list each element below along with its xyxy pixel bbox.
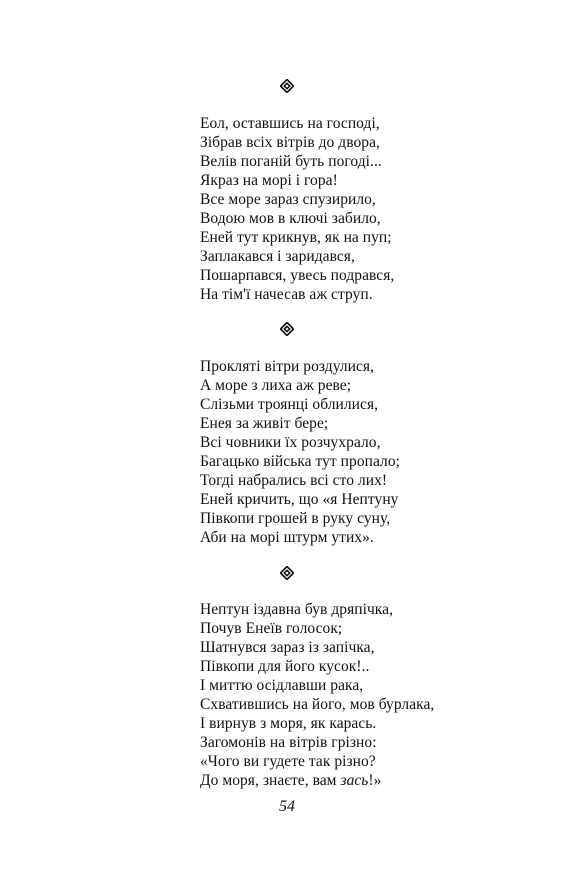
- verse-line: Еней кричить, що «я Нептуну: [200, 491, 399, 508]
- verse-line-end: !»: [368, 772, 382, 789]
- diamond-ornament-icon: [280, 322, 294, 336]
- verse-line: На тім'ї начесав аж струп.: [200, 286, 373, 303]
- verse-line: Зібрав всіх вітрів до двора,: [200, 134, 380, 151]
- verse-line: Прокляті вітри роздулися,: [200, 358, 375, 375]
- verse-line: Якраз на морі і гора!: [200, 172, 338, 189]
- verse-line: І миттю осідлавши рака,: [200, 677, 364, 694]
- verse-line-start: До моря, знаєте, вам: [200, 772, 341, 789]
- verse-line: Аби на морі штурм утих».: [200, 529, 374, 546]
- ornament-2: [0, 321, 574, 337]
- verse-line: Почув Енеїв голосок;: [200, 620, 343, 637]
- verse-line: Все море зараз спузирило,: [200, 191, 376, 208]
- ornament-3: [0, 565, 574, 581]
- stanza-1: [200, 114, 394, 304]
- verse-line: Заплакався і заридався,: [200, 248, 355, 265]
- verse-line: Велів поганій буть погоді...: [200, 153, 382, 170]
- verse-line: А море з лиха аж реве;: [200, 377, 352, 394]
- ornament-1: [0, 78, 574, 94]
- verse-line: І вирнув з моря, як карась.: [200, 715, 377, 732]
- verse-line-last: [200, 771, 434, 790]
- verse-line: Слізьми троянці облилися,: [200, 396, 379, 413]
- diamond-ornament-icon: [280, 566, 294, 580]
- verse-line: Тогді набрались всі сто лих!: [200, 472, 388, 489]
- verse-line: Нептун іздавна був дряпічка,: [200, 601, 393, 618]
- verse-line: Півкопи для його кусок!..: [200, 658, 370, 675]
- verse-line: Всі човники їх розчухрало,: [200, 434, 381, 451]
- verse-line: «Чого ви гудете так різно?: [200, 753, 376, 770]
- verse-line: Шатнувся зараз із запічка,: [200, 639, 375, 656]
- verse-line: Енея за живіт бере;: [200, 415, 329, 432]
- verse-line: Водою мов в ключі забило,: [200, 210, 381, 227]
- verse-line: Півкопи грошей в руку суну,: [200, 510, 391, 527]
- verse-line: Пошарпався, увесь подрався,: [200, 267, 395, 284]
- page-number: 54: [279, 798, 295, 815]
- verse-line: Схватившись на його, мов бурлака,: [200, 696, 435, 713]
- stanza-2: [200, 357, 400, 547]
- verse-line: Багацько війська тут пропало;: [200, 453, 400, 470]
- stanza-3: [200, 600, 434, 790]
- italic-word: зась: [340, 772, 369, 789]
- diamond-ornament-icon: [280, 79, 294, 93]
- verse-line: Еней тут крикнув, як на пуп;: [200, 229, 392, 246]
- verse-line: Еол, оставшись на господі,: [200, 115, 380, 132]
- verse-line: Загомонів на вітрів грізно:: [200, 734, 377, 751]
